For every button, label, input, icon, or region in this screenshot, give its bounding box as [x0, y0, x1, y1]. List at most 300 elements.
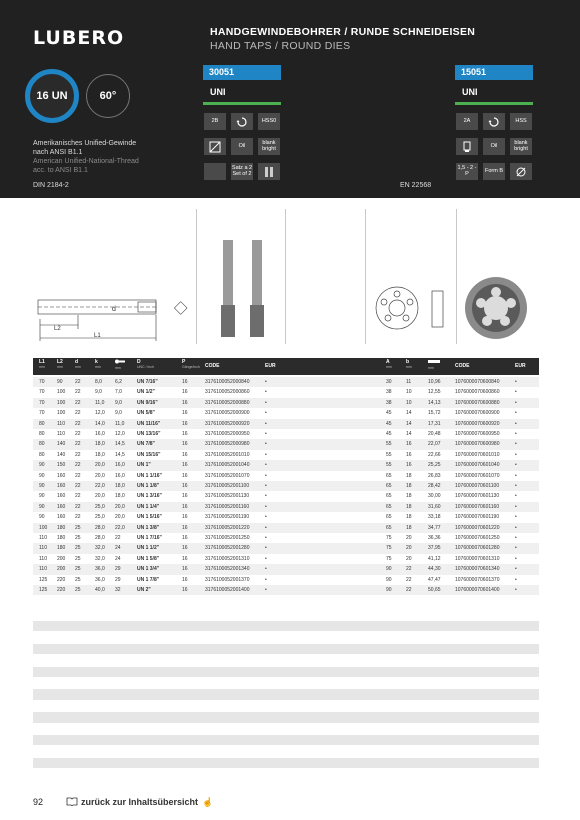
- table-row: [33, 387, 539, 397]
- empty-row: [33, 667, 539, 677]
- table-row: [33, 429, 539, 439]
- table-cell: •: [515, 379, 517, 385]
- table-cell: 70: [39, 399, 45, 406]
- table-cell: 20,0: [115, 514, 125, 521]
- table-cell: 25,0: [95, 514, 105, 521]
- th-l2: L2 mm: [57, 359, 63, 369]
- table-cell: 200: [57, 566, 66, 573]
- table-cell: 110: [57, 420, 65, 427]
- table-cell: 3176100052001340: [205, 566, 250, 573]
- table-cell: •: [265, 555, 267, 562]
- table-row: [33, 512, 539, 522]
- table-cell: 25: [75, 524, 81, 531]
- table-cell: 3176100052000950: [205, 431, 250, 437]
- table-cell: •: [515, 420, 517, 427]
- table-cell: 1076000070601280: [455, 545, 500, 552]
- table-cell: 16,0: [115, 472, 125, 479]
- table-cell: 38: [386, 389, 392, 396]
- table-cell: 1076000070601400: [455, 587, 500, 593]
- table-cell: UN 1 7/8": [137, 576, 160, 583]
- table-cell: 30,00: [428, 493, 441, 500]
- hand-icon: ☝: [202, 797, 214, 807]
- table-cell: 28,0: [95, 524, 105, 531]
- table-row: [33, 460, 539, 470]
- table-cell: 6,2: [115, 379, 122, 385]
- table-cell: 11: [406, 379, 412, 385]
- table-row: [33, 585, 539, 595]
- table-cell: 22: [75, 379, 81, 385]
- table-cell: 1076000070600980: [455, 441, 500, 448]
- back-link-label: zurück zur Inhaltsübersicht: [81, 797, 199, 807]
- th-k: k mm: [95, 359, 101, 369]
- table-cell: 1076000070600920: [455, 420, 500, 427]
- table-cell: 90: [39, 483, 45, 489]
- table-cell: 18: [406, 483, 412, 489]
- table-cell: 16,0: [115, 462, 125, 469]
- table-cell: 16: [182, 441, 188, 448]
- die-thread-icon: [510, 163, 532, 180]
- table-cell: 65: [386, 472, 392, 479]
- table-cell: 1076000070600950: [455, 431, 500, 437]
- table-cell: 25: [75, 576, 81, 583]
- en-standard: EN 22568: [400, 182, 432, 189]
- desc-de-line1: Amerikanisches Unified-Gewinde: [33, 140, 137, 147]
- table-cell: 37,95: [428, 545, 441, 552]
- table-cell: 55: [386, 441, 392, 448]
- th-drill: mm: [115, 359, 125, 370]
- table-cell: 3176100052001100: [205, 483, 250, 489]
- table-cell: 11,0: [95, 399, 105, 406]
- table-cell: •: [265, 389, 267, 396]
- tap-photo: [221, 240, 264, 337]
- dim-l2-label: L2: [54, 326, 61, 332]
- table-row: [33, 377, 539, 387]
- th-eur: EUR: [265, 363, 276, 369]
- table-cell: UN 1 1/2": [137, 545, 160, 552]
- table-cell: 1076000070601010: [455, 451, 500, 458]
- table-cell: 10: [406, 389, 412, 396]
- table-cell: •: [515, 555, 517, 562]
- table-cell: 22: [75, 431, 81, 437]
- table-cell: 3176100052001010: [205, 451, 250, 458]
- table-row: [33, 554, 539, 564]
- table-cell: 3176100052001130: [205, 493, 250, 500]
- table-cell: 30: [386, 379, 392, 385]
- table-cell: 110: [39, 555, 47, 562]
- table-cell: 8,0: [95, 379, 102, 385]
- table-cell: 75: [386, 535, 392, 541]
- table-row: [33, 481, 539, 491]
- dies-material-box: HSS: [510, 113, 532, 130]
- table-cell: 3176100052000860: [205, 389, 250, 396]
- table-row: [33, 543, 539, 553]
- table-cell: 16: [406, 451, 412, 458]
- table-cell: 40,0: [95, 587, 105, 593]
- table-cell: 3176100052000880: [205, 399, 250, 406]
- tap-set-icon: [258, 163, 280, 180]
- table-cell: 22: [75, 483, 81, 489]
- table-cell: 3176100052000900: [205, 410, 250, 417]
- table-cell: 22: [75, 410, 81, 417]
- table-cell: 38: [386, 399, 392, 406]
- table-cell: 1076000070600860: [455, 389, 500, 396]
- table-cell: 110: [39, 535, 47, 541]
- dies-tolerance-box: 2A: [456, 113, 478, 130]
- table-cell: 25: [75, 555, 81, 562]
- die-shape-icon: [456, 138, 478, 155]
- table-cell: 14: [406, 431, 412, 437]
- table-cell: 14,0: [95, 420, 105, 427]
- empty-row: [33, 689, 539, 699]
- table-cell: 31,60: [428, 503, 441, 510]
- table-cell: 22,66: [428, 451, 441, 458]
- table-cell: 22: [75, 399, 81, 406]
- table-cell: •: [265, 462, 267, 469]
- table-cell: 90: [39, 462, 45, 469]
- table-cell: 26,83: [428, 472, 441, 479]
- dies-form-box: Form B: [483, 163, 505, 180]
- taps-set-box: Satz a 2 Set of 2: [231, 163, 253, 180]
- table-cell: 160: [57, 514, 66, 521]
- table-cell: •: [265, 524, 267, 531]
- table-cell: 22: [406, 576, 412, 583]
- table-row: [33, 439, 539, 449]
- table-header: [33, 358, 539, 375]
- table-row: [33, 564, 539, 574]
- table-cell: 180: [57, 545, 66, 552]
- table-row: [33, 491, 539, 501]
- table-cell: 12,0: [115, 431, 125, 437]
- table-cell: 14,5: [115, 441, 125, 448]
- table-cell: 3176100052001070: [205, 472, 250, 479]
- table-cell: 1076000070601370: [455, 576, 500, 583]
- table-cell: •: [265, 503, 267, 510]
- table-cell: 16: [406, 441, 412, 448]
- table-cell: 16: [182, 503, 188, 510]
- table-cell: •: [515, 503, 517, 510]
- table-cell: 16: [182, 410, 188, 417]
- table-cell: 3176100052001220: [205, 524, 250, 531]
- table-cell: 47,47: [428, 576, 441, 583]
- table-cell: •: [265, 483, 267, 489]
- table-cell: 110: [39, 566, 47, 573]
- table-cell: 18,0: [115, 483, 125, 489]
- table-cell: UN 2": [137, 587, 151, 593]
- table-cell: 3176100052001370: [205, 576, 250, 583]
- table-cell: UN 15/16": [137, 451, 161, 458]
- table-cell: 75: [386, 555, 392, 562]
- page-number: 92: [33, 797, 44, 807]
- table-cell: 9,0: [115, 410, 122, 417]
- table-cell: •: [515, 389, 517, 396]
- table-cell: 22,07: [428, 441, 441, 448]
- table-cell: 55: [386, 462, 392, 469]
- table-cell: 3176100052001400: [205, 587, 250, 593]
- empty-row: [33, 678, 539, 688]
- table-cell: •: [265, 545, 267, 552]
- table-cell: 65: [386, 493, 392, 500]
- table-cell: 15,72: [428, 410, 441, 417]
- table-cell: 16: [182, 431, 188, 437]
- table-cell: •: [515, 410, 517, 417]
- table-cell: •: [515, 545, 517, 552]
- table-cell: •: [515, 451, 517, 458]
- table-cell: •: [265, 431, 267, 437]
- table-cell: 3176100052001310: [205, 555, 250, 562]
- table-cell: 20,0: [115, 503, 125, 510]
- taps-material-box: HSS0: [258, 113, 280, 130]
- table-cell: 80: [39, 441, 45, 448]
- table-cell: 12,55: [428, 389, 441, 396]
- table-cell: 16: [182, 420, 188, 427]
- table-cell: 16: [182, 545, 188, 552]
- table-cell: 110: [57, 431, 65, 437]
- table-cell: 90: [386, 566, 392, 573]
- table-cell: 29: [115, 576, 121, 583]
- table-cell: 1076000070600900: [455, 410, 500, 417]
- table-cell: 16: [182, 462, 188, 469]
- rotation-icon: [483, 113, 505, 130]
- table-cell: 125: [39, 587, 48, 593]
- table-row: [33, 533, 539, 543]
- table-cell: UN 1 1/4": [137, 503, 160, 510]
- table-cell: 160: [57, 503, 66, 510]
- table-cell: 16: [182, 535, 188, 541]
- table-cell: 32,0: [95, 555, 105, 562]
- table-cell: 90: [39, 503, 45, 510]
- th-dn: D UNC / inch: [137, 359, 154, 369]
- dim-l1-label: L1: [94, 333, 101, 339]
- th-eur2: EUR: [515, 363, 526, 369]
- table-cell: 20,0: [95, 462, 105, 469]
- dim-d-label: d: [112, 306, 116, 313]
- table-cell: UN 9/16": [137, 399, 158, 406]
- table-cell: 22: [115, 535, 121, 541]
- din-standard: DIN 2184-2: [33, 182, 69, 189]
- table-cell: 16: [182, 483, 188, 489]
- table-cell: UN 1": [137, 462, 151, 469]
- table-cell: 36,36: [428, 535, 441, 541]
- table-cell: •: [265, 587, 267, 593]
- table-cell: •: [515, 576, 517, 583]
- table-cell: 1076000070601220: [455, 524, 500, 531]
- book-icon: [66, 797, 78, 806]
- table-cell: •: [515, 524, 517, 531]
- table-cell: 180: [57, 524, 66, 531]
- table-cell: •: [265, 535, 267, 541]
- table-cell: 22: [75, 389, 81, 396]
- th-tool: mm: [428, 359, 440, 370]
- table-cell: •: [265, 451, 267, 458]
- desc-en-line1: American Unified-National-Thread: [33, 158, 139, 165]
- table-cell: 65: [386, 503, 392, 510]
- die-technical-drawing: [376, 287, 443, 329]
- table-cell: 16: [182, 555, 188, 562]
- table-cell: 22,0: [115, 524, 125, 531]
- table-cell: •: [265, 493, 267, 500]
- table-cell: 28,42: [428, 483, 441, 489]
- table-cell: 140: [57, 451, 66, 458]
- table-row: [33, 450, 539, 460]
- table-cell: 18,0: [95, 451, 105, 458]
- th-code: CODE: [205, 363, 220, 369]
- table-cell: 220: [57, 576, 66, 583]
- table-cell: •: [265, 472, 267, 479]
- table-cell: 22: [75, 420, 81, 427]
- header-band: [0, 0, 580, 198]
- table-cell: 18: [406, 472, 412, 479]
- table-cell: 180: [57, 535, 66, 541]
- table-cell: 1076000070601250: [455, 535, 500, 541]
- table-cell: 1076000070600880: [455, 399, 500, 406]
- dies-series-badge: 15051: [455, 65, 533, 80]
- table-cell: 1076000070601160: [455, 503, 500, 510]
- tap-empty-box: [204, 163, 226, 180]
- table-cell: 110: [39, 545, 47, 552]
- table-row: [33, 408, 539, 418]
- table-cell: UN 1 3/8": [137, 524, 160, 531]
- angle-badge: 60°: [86, 74, 130, 118]
- table-cell: •: [265, 441, 267, 448]
- empty-row: [33, 621, 539, 631]
- table-cell: •: [515, 441, 517, 448]
- table-cell: 22: [75, 462, 81, 469]
- table-cell: 90: [386, 576, 392, 583]
- table-cell: 22: [75, 472, 81, 479]
- table-cell: 16: [182, 566, 188, 573]
- table-cell: 100: [57, 399, 66, 406]
- empty-row: [33, 746, 539, 756]
- table-cell: 20,48: [428, 431, 441, 437]
- table-cell: 16,0: [95, 431, 105, 437]
- table-cell: 14,5: [115, 451, 125, 458]
- table-cell: 32: [115, 587, 121, 593]
- table-cell: 1076000070601310: [455, 555, 500, 562]
- table-cell: 36,0: [95, 576, 105, 583]
- th-b: b mm: [406, 359, 412, 369]
- table-cell: 22: [406, 587, 412, 593]
- table-cell: 32,0: [95, 545, 105, 552]
- table-cell: •: [265, 379, 267, 385]
- table-cell: 24: [115, 545, 121, 552]
- back-to-index-link[interactable]: [66, 797, 213, 808]
- table-cell: •: [515, 514, 517, 521]
- table-cell: UN 5/8": [137, 410, 155, 417]
- table-cell: 3176100052001280: [205, 545, 250, 552]
- table-cell: 160: [57, 493, 66, 500]
- table-cell: 22,0: [95, 483, 105, 489]
- table-cell: 14: [406, 420, 412, 427]
- dies-uni-label: UNI: [462, 87, 478, 97]
- table-row: [33, 398, 539, 408]
- table-cell: 16: [182, 514, 188, 521]
- table-cell: UN 1 1/16": [137, 472, 162, 479]
- dies-oil-box: Oil: [483, 138, 505, 155]
- table-cell: •: [265, 410, 267, 417]
- table-cell: 75: [386, 545, 392, 552]
- table-cell: 9,0: [95, 389, 102, 396]
- table-cell: 20,0: [95, 493, 105, 500]
- title-german: HANDGEWINDEBOHRER / RUNDE SCHNEIDEISEN: [210, 26, 476, 38]
- table-cell: 70: [39, 410, 45, 417]
- table-cell: 25: [75, 545, 81, 552]
- table-cell: 22: [75, 451, 81, 458]
- table-cell: 33,18: [428, 514, 441, 521]
- table-cell: 45: [386, 420, 392, 427]
- dies-blank-box: blank bright: [510, 138, 532, 155]
- table-cell: UN 1 5/16": [137, 514, 162, 521]
- table-cell: 1076000070601040: [455, 462, 500, 469]
- table-cell: •: [265, 576, 267, 583]
- table-row: [33, 523, 539, 533]
- table-cell: UN 1 3/4": [137, 566, 160, 573]
- table-cell: 160: [57, 483, 66, 489]
- table-cell: •: [515, 493, 517, 500]
- table-cell: 34,77: [428, 524, 441, 531]
- table-row: [33, 419, 539, 429]
- table-cell: 3176100052000920: [205, 420, 250, 427]
- table-cell: 14: [406, 410, 412, 417]
- desc-en-line2: acc. to ANSI B1.1: [33, 167, 88, 174]
- title-english: HAND TAPS / ROUND DIES: [210, 40, 351, 52]
- table-cell: 90: [39, 493, 45, 500]
- table-cell: UN 1/2": [137, 389, 155, 396]
- table-row: [33, 575, 539, 585]
- empty-row: [33, 644, 539, 654]
- taps-uni-label: UNI: [210, 87, 226, 97]
- table-cell: 16: [182, 472, 188, 479]
- table-cell: •: [515, 483, 517, 489]
- table-cell: 45: [386, 431, 392, 437]
- table-cell: 1076000070600840: [455, 379, 500, 385]
- table-cell: 24: [115, 555, 121, 562]
- table-cell: 22: [75, 441, 81, 448]
- table-cell: 18,0: [95, 441, 105, 448]
- rotation-icon: [231, 113, 253, 130]
- table-cell: 90: [39, 472, 45, 479]
- table-cell: 100: [39, 524, 48, 531]
- table-cell: 65: [386, 514, 392, 521]
- empty-row: [33, 724, 539, 734]
- table-cell: •: [515, 472, 517, 479]
- table-cell: 16: [182, 524, 188, 531]
- taps-oil-box: Oil: [231, 138, 253, 155]
- table-cell: 41,12: [428, 555, 441, 562]
- table-cell: 3176100052001190: [205, 514, 250, 521]
- table-cell: 55: [386, 451, 392, 458]
- table-cell: UN 1 5/8": [137, 555, 160, 562]
- table-cell: 90: [39, 514, 45, 521]
- table-cell: 11,0: [115, 420, 125, 427]
- table-cell: 9,0: [115, 399, 122, 406]
- table-cell: 10,96: [428, 379, 441, 385]
- table-cell: 18: [406, 493, 412, 500]
- table-cell: UN 7/8": [137, 441, 155, 448]
- taps-series-badge: 30051: [203, 65, 281, 80]
- table-cell: •: [515, 431, 517, 437]
- table-row: [33, 502, 539, 512]
- table-cell: 29: [115, 566, 121, 573]
- dies-chamfer-box: 1,5 - 2 - P: [456, 163, 478, 180]
- th-l1: L1 mm: [39, 359, 45, 369]
- table-cell: 16: [182, 389, 188, 396]
- description: [33, 139, 139, 175]
- empty-row: [33, 655, 539, 665]
- table-cell: 100: [57, 410, 66, 417]
- product-drawings: [0, 205, 580, 353]
- table-cell: 20,0: [95, 472, 105, 479]
- table-cell: 16: [182, 587, 188, 593]
